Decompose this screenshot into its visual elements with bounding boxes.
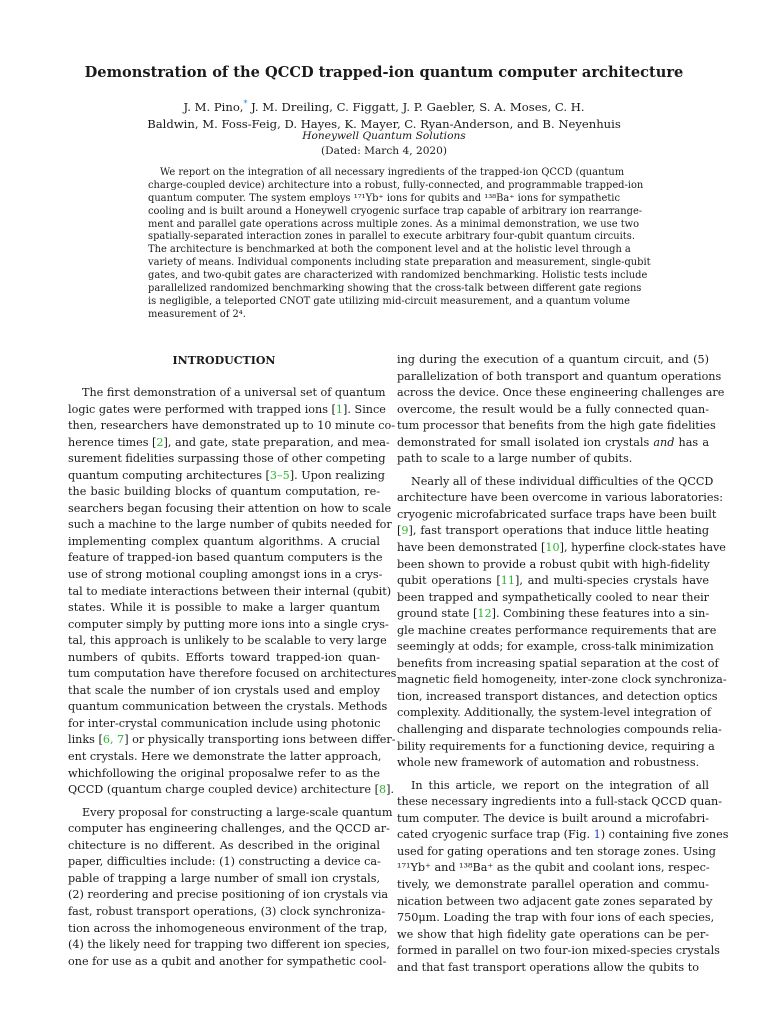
- citation-link[interactable]: 12: [477, 607, 492, 621]
- abstract-line: charge-coupled device) architecture into a robust, fully-connected, and programmable trapped-ion: [148, 179, 644, 191]
- text-line: these necessary ingredients into a full-stack QCCD quan-: [397, 795, 723, 809]
- text-line: Nearly all of these individual difficulties of the QCCD: [411, 474, 714, 488]
- citation-link[interactable]: 9: [401, 524, 409, 538]
- text-line: computer has engineering challenges, and the QCCD ar-: [68, 822, 390, 836]
- text-line: the basic building blocks of quantum computation, re-: [68, 485, 380, 499]
- text-line: use of strong motional coupling amongst ions in a crys-: [68, 568, 383, 582]
- abstract-line: ment and parallel gate operations across multiple zones. As a minimal demonstration, we use two: [148, 218, 640, 230]
- text-line: complexity. Additionally, the system-level integration of: [397, 706, 712, 720]
- text-line: computer simply by putting more ions into a single crys-: [68, 617, 389, 631]
- text-line: 750μm. Loading the trap with four ions of each species,: [397, 911, 715, 925]
- text-line: such a machine to the large number of qubits needed for: [68, 518, 392, 532]
- text-line: tal, this approach is unlikely to be scalable to very large: [68, 634, 387, 648]
- left-column: [68, 352, 397, 970]
- text-line: states. While it is possible to make a larger quantum: [68, 601, 380, 615]
- text-line: (4) the likely need for trapping two different ion species,: [68, 938, 390, 952]
- text-line: have been demonstrated [10], hyperfine clock-states have: [397, 541, 726, 555]
- text-line: ¹⁷¹Yb⁺ and ¹³⁸Ba⁺ as the qubit and coolant ions, respec-: [397, 861, 710, 875]
- text-line: [9], fast transport operations that induce little heating: [397, 524, 709, 538]
- text-line: quantum communication between the crystals. Methods: [68, 700, 388, 714]
- citation-link[interactable]: 10: [545, 541, 560, 555]
- text-line: paper, difficulties include: (1) constructing a device ca-: [68, 855, 381, 869]
- text-line: parallelization of both transport and quantum operations: [397, 369, 722, 383]
- text-line: tum computation have therefore focused on architectures: [68, 667, 397, 681]
- text-line: surement fidelities surpassing those of other competing: [68, 452, 386, 466]
- citation-link[interactable]: 2: [156, 435, 164, 449]
- text-line: herence times [2], and gate, state preparation, and mea-: [68, 435, 390, 449]
- text-line: fast, robust transport operations, (3) clock synchroniza-: [68, 904, 386, 918]
- text-line: seemingly at odds; for example, cross-talk minimization: [397, 640, 714, 654]
- text-line: architecture have been overcome in various laboratories:: [397, 491, 723, 505]
- citation-link[interactable]: 8: [378, 783, 387, 797]
- text-line: gle machine creates performance requirements that are: [397, 623, 717, 637]
- author-list: [0, 99, 768, 133]
- text-line: been trapped and sympathetically cooled to near their: [397, 590, 709, 604]
- author-line-2: Baldwin, M. Foss-Feig, D. Hayes, K. Mayer, C. Ryan-Anderson, and B. Neyenhuis: [147, 117, 621, 131]
- text-line: we show that high fidelity gate operations can be per-: [397, 927, 709, 941]
- abstract-line: parallelized randomized benchmarking showing that the cross-talk between different gate regions: [148, 283, 642, 295]
- abstract-line: We report on the integration of all necessary ingredients of the trapped-ion QCCD (quantum: [160, 167, 625, 178]
- text-line: path to scale to a large number of qubits.: [397, 452, 633, 466]
- abstract: [148, 167, 651, 322]
- text-line: tion, increased transport distances, and detection optics: [397, 689, 718, 703]
- text-line: searchers began focusing their attention on how to scale: [68, 501, 392, 515]
- text-line: QCCD (quantum charge coupled device) architecture [8].: [68, 783, 395, 797]
- date-line: (Dated: March 4, 2020): [320, 145, 448, 157]
- paper-title: Demonstration of the QCCD trapped-ion quantum computer architecture: [84, 64, 684, 81]
- right-column: [397, 352, 729, 976]
- abstract-line: variety of means. Individual components including state preparation and measurement, single-qubit: [148, 257, 651, 269]
- text-line: challenging and disparate technologies compounds relia-: [397, 723, 722, 737]
- abstract-line: cooling and is built around a Honeywell cryogenic surface trap capable of arbitrary ion rearrange-: [148, 205, 643, 217]
- text-line: numbers of qubits. Efforts toward trapped-ion quan-: [68, 650, 380, 664]
- abstract-line: The architecture is benchmarked at both the component level and at the holistic level through a: [148, 244, 631, 256]
- text-line: feature of trapped-ion based quantum computers is the: [68, 551, 383, 565]
- abstract-line: is negligible, a teleported CNOT gate utilizing mid-circuit measurement, and a quantum volume: [148, 295, 630, 307]
- emphasis: and: [653, 435, 675, 449]
- text-line: tum processor that benefits from the high gate fidelities: [397, 419, 716, 433]
- text-line: (2) reordering and precise positioning of ion crystals via: [68, 888, 389, 902]
- citation-link[interactable]: 6, 7: [102, 733, 125, 747]
- citation-link[interactable]: 11: [500, 574, 516, 588]
- figure-link[interactable]: 1: [593, 828, 601, 842]
- intro-paragraph-1: [68, 385, 397, 799]
- text-line: links [6, 7] or physically transporting ions between differ-: [68, 733, 396, 747]
- text-line: qubit operations [11], and multi-species crystals have: [397, 574, 709, 588]
- author-line-1: [0, 99, 768, 116]
- text-line: bility requirements for a functioning device, requiring a: [397, 739, 715, 753]
- text-line: cated cryogenic surface trap (Fig. 1) containing five zones: [397, 828, 729, 842]
- text-line: been shown to provide a robust qubit with high-fidelity: [397, 557, 710, 571]
- text-line: whole new framework of automation and robustness.: [397, 756, 700, 770]
- text-line: pable of trapping a large number of small ion crystals,: [68, 871, 380, 885]
- text-line: across the device. Once these engineering challenges are: [397, 386, 725, 400]
- intro-paragraph-2: [68, 805, 393, 970]
- text-line: one for use as a qubit and another for sympathetic cool-: [68, 954, 387, 968]
- text-line: In this article, we report on the integration of all: [411, 778, 709, 792]
- text-line: nication between two adjacent gate zones separated by: [397, 894, 713, 908]
- citation-link[interactable]: 1: [335, 402, 344, 416]
- abstract-line: measurement of 2⁴.: [148, 308, 246, 320]
- abstract-line: spatially-separated interaction zones in parallel to execute arbitrary four-qubit quantum circuits.: [148, 231, 635, 243]
- abstract-line: gates, and two-qubit gates are characterized with randomized benchmarking. Holistic tests include: [148, 270, 648, 282]
- affiliation: Honeywell Quantum Solutions: [302, 130, 466, 142]
- text-line: ent crystals. Here we demonstrate the latter approach,: [68, 750, 382, 764]
- text-line: formed in parallel on two four-ion mixed-species crystals: [397, 944, 720, 958]
- text-line: The first demonstration of a universal set of quantum: [82, 386, 386, 399]
- text-line: that scale the number of ion crystals used and employ: [68, 683, 380, 697]
- text-line: logic gates were performed with trapped ions [1]. Since: [68, 402, 386, 416]
- text-line: chitecture is no different. As described in the original: [68, 838, 380, 852]
- text-line: Every proposal for constructing a large-scale quantum: [82, 805, 393, 819]
- text-line: quantum computing architectures [3–5]. Upon realizing: [68, 468, 385, 482]
- text-line: ing during the execution of a quantum circuit, and (5): [397, 353, 709, 366]
- text-line: whichfollowing the original proposalwe refer to as the: [68, 766, 380, 780]
- text-line: used for gating operations and ten storage zones. Using: [397, 844, 716, 858]
- author-line-1-rest: J. M. Dreiling, C. Figgatt, J. P. Gaebler, S. A. Moses, C. H.: [247, 100, 585, 114]
- text-line: then, researchers have demonstrated up to 10 minute co-: [68, 419, 396, 433]
- intro-paragraph-2-continued: [397, 352, 725, 468]
- text-line: tum computer. The device is built around a microfabri-: [397, 811, 709, 825]
- text-line: and that fast transport operations allow the qubits to: [397, 960, 699, 974]
- text-line: benefits from increasing spatial separation at the cost of: [397, 656, 719, 670]
- abstract-line: quantum computer. The system employs ¹⁷¹Yb⁺ ions for qubits and ¹³⁸Ba⁺ ions for sympathetic: [148, 192, 620, 204]
- text-line: overcome, the result would be a fully connected quan-: [397, 402, 709, 416]
- citation-link[interactable]: 3–5: [269, 468, 290, 482]
- intro-paragraph-4: [397, 778, 729, 977]
- text-line: implementing complex quantum algorithms. A crucial: [68, 534, 380, 548]
- text-line: tively, we demonstrate parallel operation and commu-: [397, 877, 709, 891]
- corresponding-author-mark[interactable]: *: [243, 99, 248, 109]
- author-first: J. M. Pino,: [183, 100, 244, 114]
- text-line: tal to mediate interactions between their internal (qubit): [68, 584, 392, 598]
- text-line: cryogenic microfabricated surface traps have been built: [397, 507, 717, 521]
- text-line: for inter-crystal communication include using photonic: [68, 716, 381, 730]
- text-line: demonstrated for small isolated ion crystals and has a: [397, 435, 709, 449]
- text-line: tion across the inhomogeneous environment of the trap,: [68, 921, 388, 935]
- intro-paragraph-3: [397, 474, 727, 772]
- text-line: magnetic field homogeneity, inter-zone clock synchroniza-: [397, 673, 727, 687]
- text-line: ground state [12]. Combining these features into a sin-: [397, 607, 710, 621]
- section-heading-introduction: INTRODUCTION: [172, 354, 276, 367]
